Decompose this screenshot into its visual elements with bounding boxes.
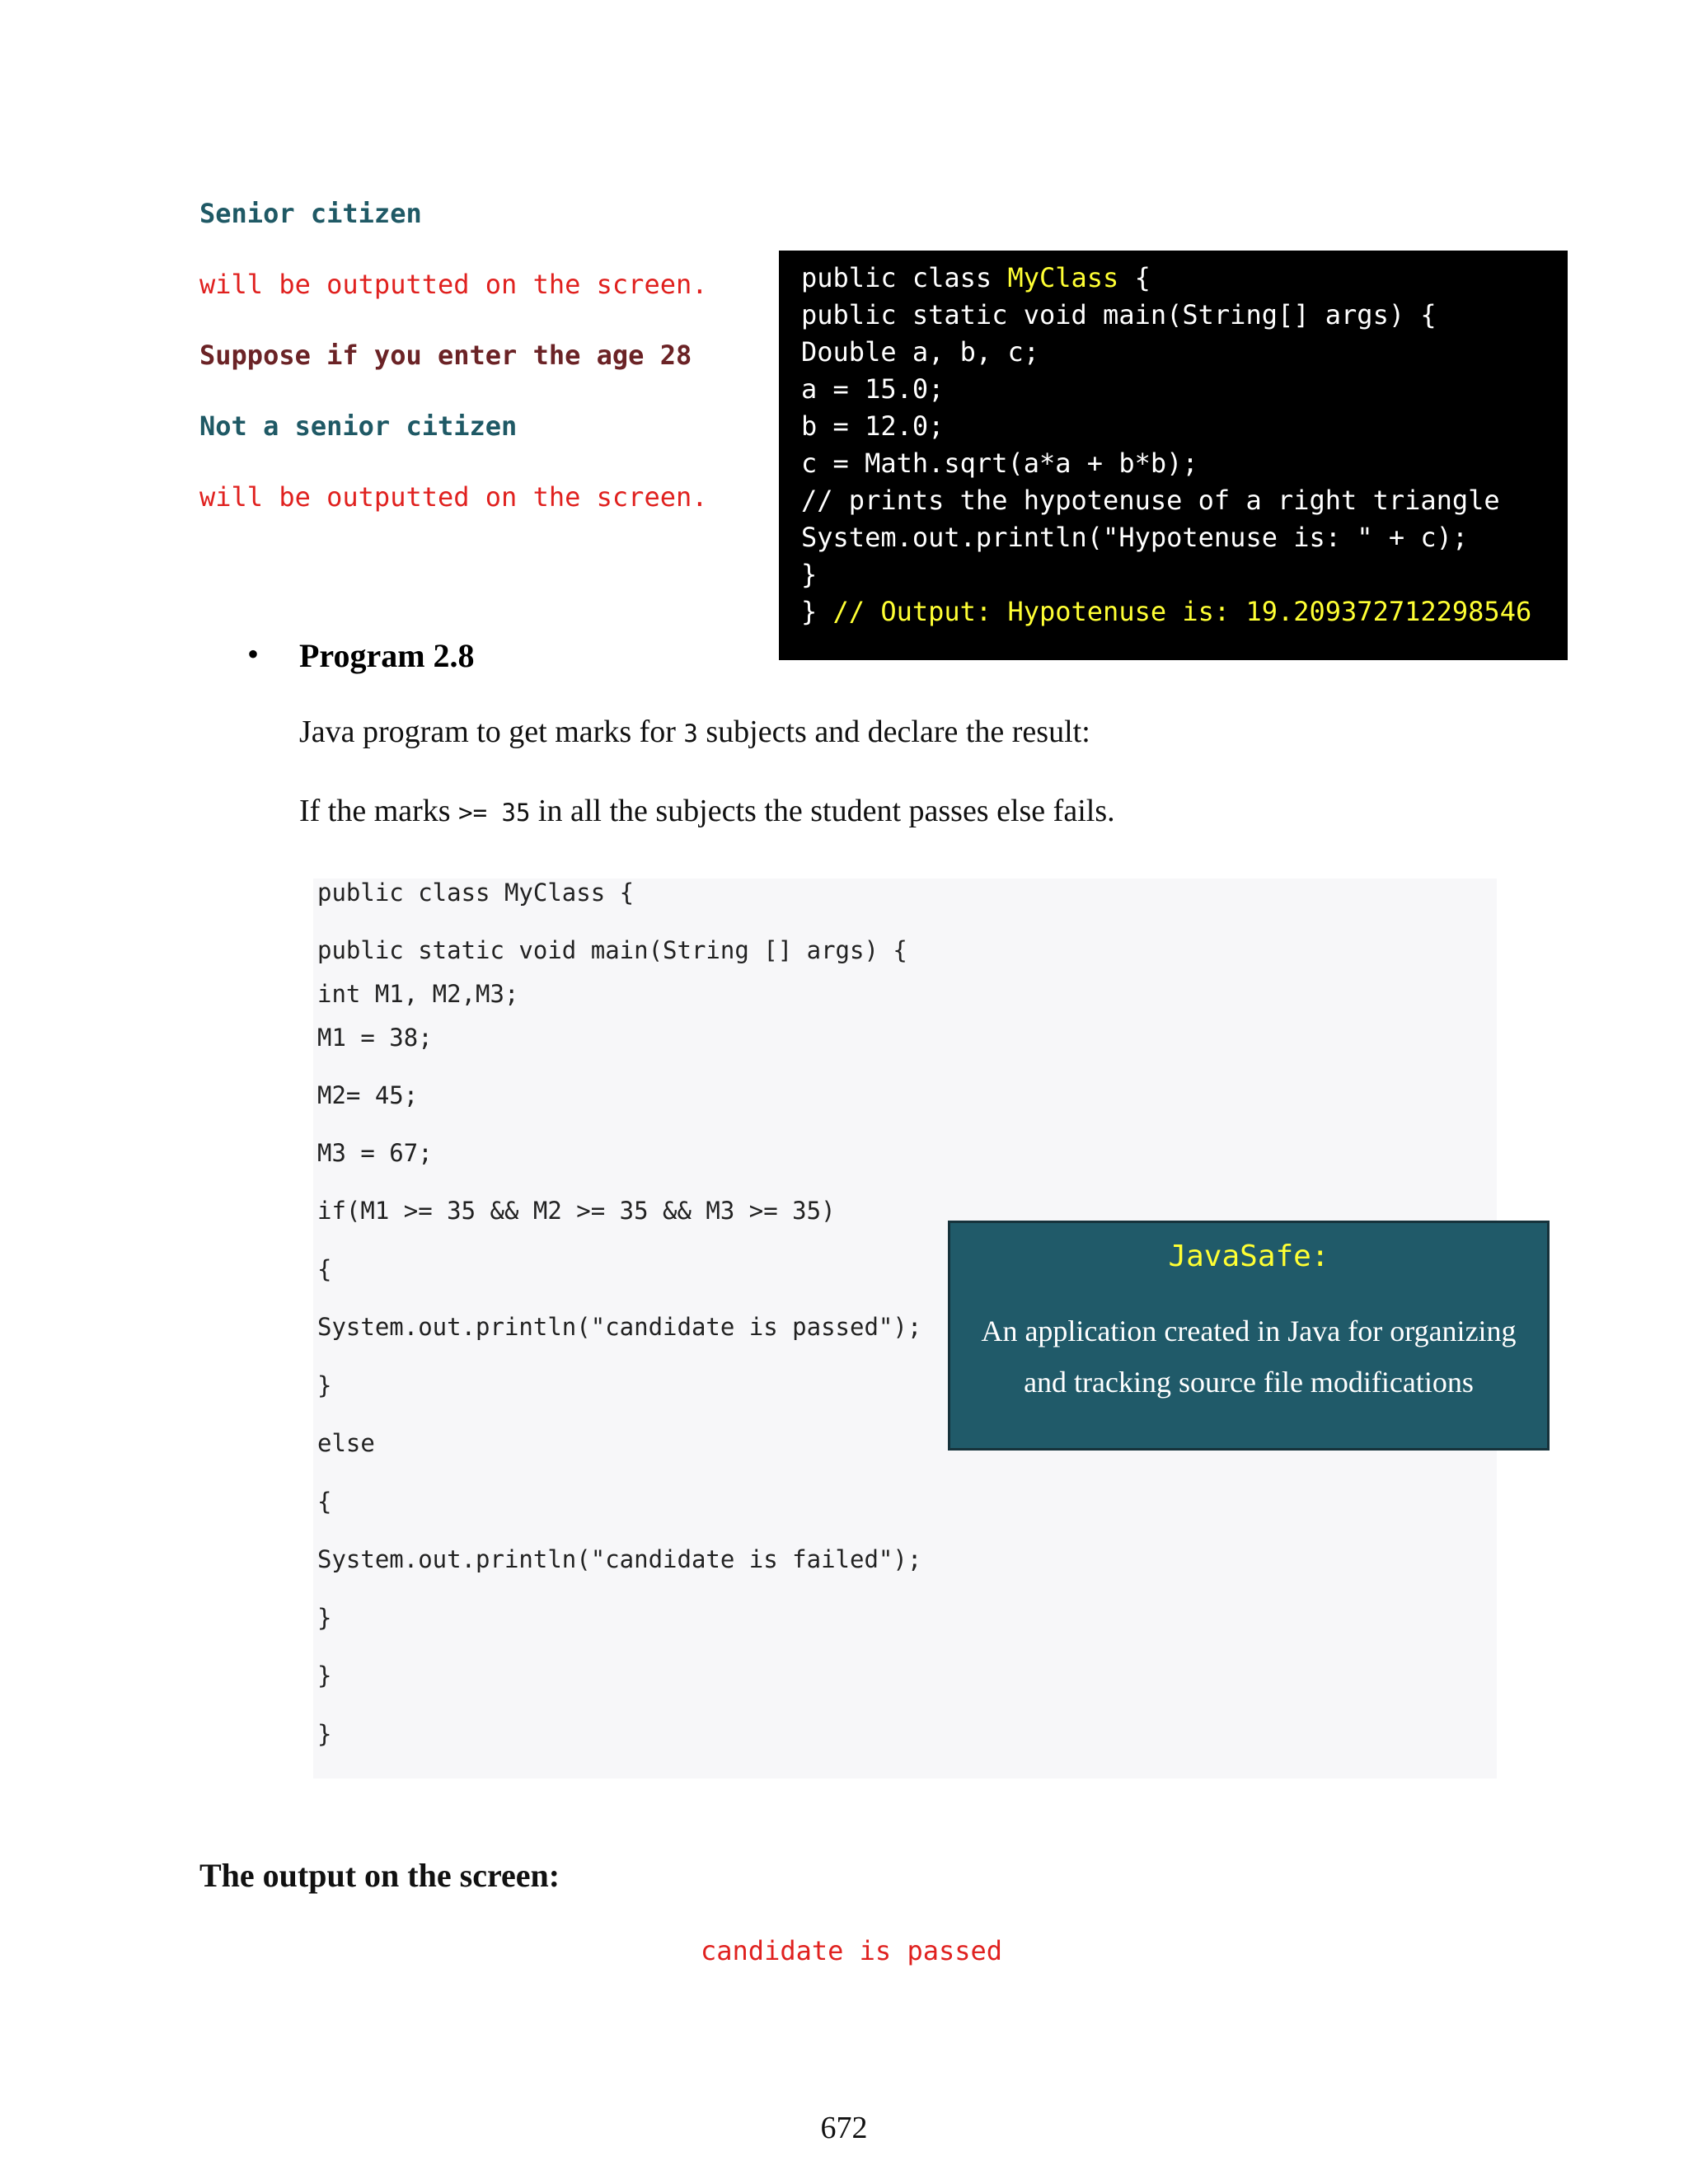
code-line: {: [317, 1255, 332, 1283]
javasafe-callout: [948, 1221, 1550, 1451]
code-line: M1 = 38;: [317, 1024, 433, 1052]
code-line: else: [317, 1429, 375, 1457]
output-heading: The output on the screen:: [199, 1857, 560, 1894]
code-line: public static void main(String [] args) {: [317, 936, 907, 964]
page-number: 672: [820, 2111, 868, 2145]
code-line: a = 15.0;: [801, 373, 945, 405]
code-line: c = Math.sqrt(a*a + b*b);: [801, 448, 1198, 479]
code-line: System.out.println("candidate is failed");: [317, 1545, 922, 1573]
code-line: System.out.println("Hypotenuse is: " + c);: [801, 522, 1469, 553]
code-line: } // Output: Hypotenuse is: 19.209372712298546: [801, 596, 1532, 627]
code-line: }: [317, 1371, 332, 1399]
code-line: {: [317, 1488, 332, 1516]
output-note-1: will be outputted on the screen.: [199, 269, 708, 300]
output-note-2: will be outputted on the screen.: [199, 481, 708, 513]
callout-text-line: An application created in Java for organizing: [981, 1315, 1517, 1347]
output-value: candidate is passed: [701, 1935, 1003, 1966]
bullet-icon: •: [247, 635, 260, 673]
code-line: b = 12.0;: [801, 410, 945, 442]
condition-paragraph: If the marks >= 35 in all the subjects the student passes else fails.: [299, 794, 1115, 828]
code-line: }: [317, 1604, 332, 1632]
code-comment: // prints the hypotenuse of a right triangle: [801, 485, 1500, 516]
code-line: Double a, b, c;: [801, 336, 1039, 368]
output-line-senior: Senior citizen: [199, 198, 422, 229]
code-line: public class MyClass {: [801, 262, 1151, 293]
code-line: }: [317, 1661, 332, 1690]
code-line: int M1, M2,M3;: [317, 980, 519, 1008]
code-line: public class MyClass {: [317, 879, 635, 907]
code-line: M3 = 67;: [317, 1139, 433, 1167]
program-title: Program 2.8: [299, 637, 475, 674]
age-example-line: Suppose if you enter the age 28: [199, 340, 692, 371]
hypotenuse-code-box: [779, 251, 1568, 660]
code-line: if(M1 >= 35 && M2 >= 35 && M3 >= 35): [317, 1197, 836, 1225]
description-paragraph: Java program to get marks for 3 subjects and declare the result:: [299, 715, 1090, 749]
code-line: }: [801, 559, 818, 590]
callout-text-line: and tracking source file modifications: [1024, 1366, 1474, 1399]
code-line: }: [317, 1720, 332, 1748]
code-line: M2= 45;: [317, 1081, 419, 1109]
output-line-not-senior: Not a senior citizen: [199, 410, 518, 442]
code-line: System.out.println("candidate is passed");: [317, 1313, 922, 1341]
callout-title: JavaSafe:: [1168, 1240, 1329, 1273]
code-line: public static void main(String[] args) {: [801, 299, 1437, 330]
